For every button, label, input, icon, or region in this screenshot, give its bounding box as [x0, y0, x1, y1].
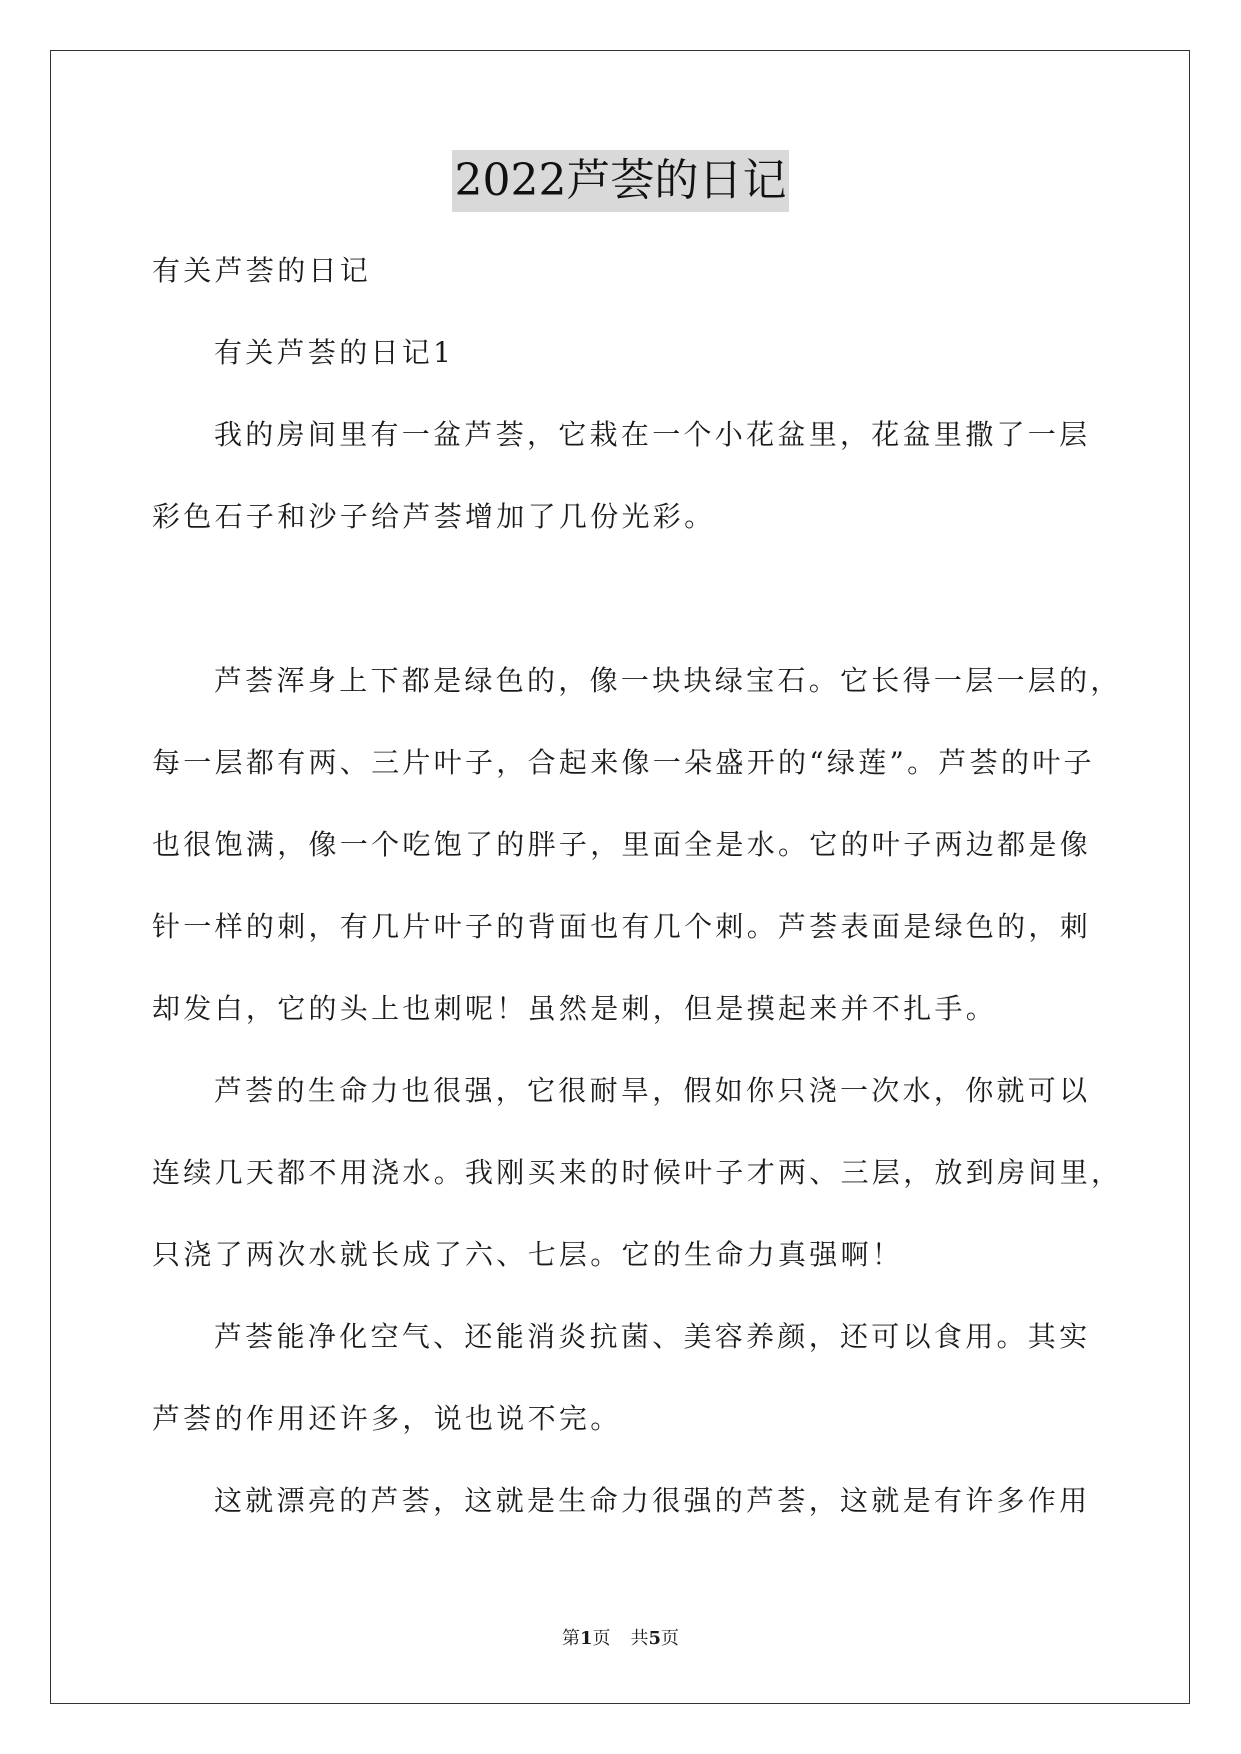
total-page-count: 5 [648, 1628, 662, 1649]
paragraph-line: 针一样的刺，有几片叶子的背面也有几个刺。芦荟表面是绿色的，刺 [152, 910, 1092, 943]
document-title: 2022芦荟的日记 [452, 150, 790, 212]
page-suffix: 页 [592, 1628, 611, 1649]
total-suffix: 页 [661, 1628, 680, 1649]
paragraph-line: 芦荟的生命力也很强，它很耐旱，假如你只浇一次水，你就可以 [214, 1074, 1091, 1107]
paragraph-line: 却发白，它的头上也刺呢！虽然是刺，但是摸起来并不扎手。 [152, 992, 998, 1025]
paragraph-line: 彩色石子和沙子给芦荟增加了几份光彩。 [152, 500, 716, 533]
paragraph-line: 芦荟能净化空气、还能消炎抗菌、美容养颜，还可以食用。其实 [214, 1320, 1091, 1353]
paragraph-line: 芦荟的作用还许多，说也说不完。 [152, 1402, 622, 1435]
paragraph-line: 也很饱满，像一个吃饱了的胖子，里面全是水。它的叶子两边都是像 [152, 828, 1092, 861]
total-prefix: 共 [630, 1628, 649, 1649]
page-footer [0, 1624, 1241, 1650]
paragraph-line: 芦荟浑身上下都是绿色的，像一块块绿宝石。它长得一层一层的， [214, 664, 1122, 697]
current-page-number: 1 [579, 1628, 593, 1649]
subtitle: 有关芦荟的日记 [152, 254, 372, 287]
blank-line [152, 583, 1092, 665]
title-container [0, 150, 1241, 212]
paragraph-line: 只浇了两次水就长成了六、七层。它的生命力真强啊！ [152, 1238, 904, 1271]
document-body [152, 254, 1123, 1567]
paragraph-line: 每一层都有两、三片叶子，合起来像一朵盛开的“绿莲”。芦荟的叶子 [152, 746, 1095, 779]
paragraph-line: 这就漂亮的芦荟，这就是生命力很强的芦荟，这就是有许多作用 [214, 1484, 1091, 1517]
page-prefix: 第 [561, 1628, 580, 1649]
paragraph-line: 连续几天都不用浇水。我刚买来的时候叶子才两、三层，放到房间里， [152, 1156, 1123, 1189]
paragraph-line: 我的房间里有一盆芦荟，它栽在一个小花盆里，花盆里撒了一层 [214, 418, 1091, 451]
section-heading: 有关芦荟的日记1 [214, 336, 455, 369]
